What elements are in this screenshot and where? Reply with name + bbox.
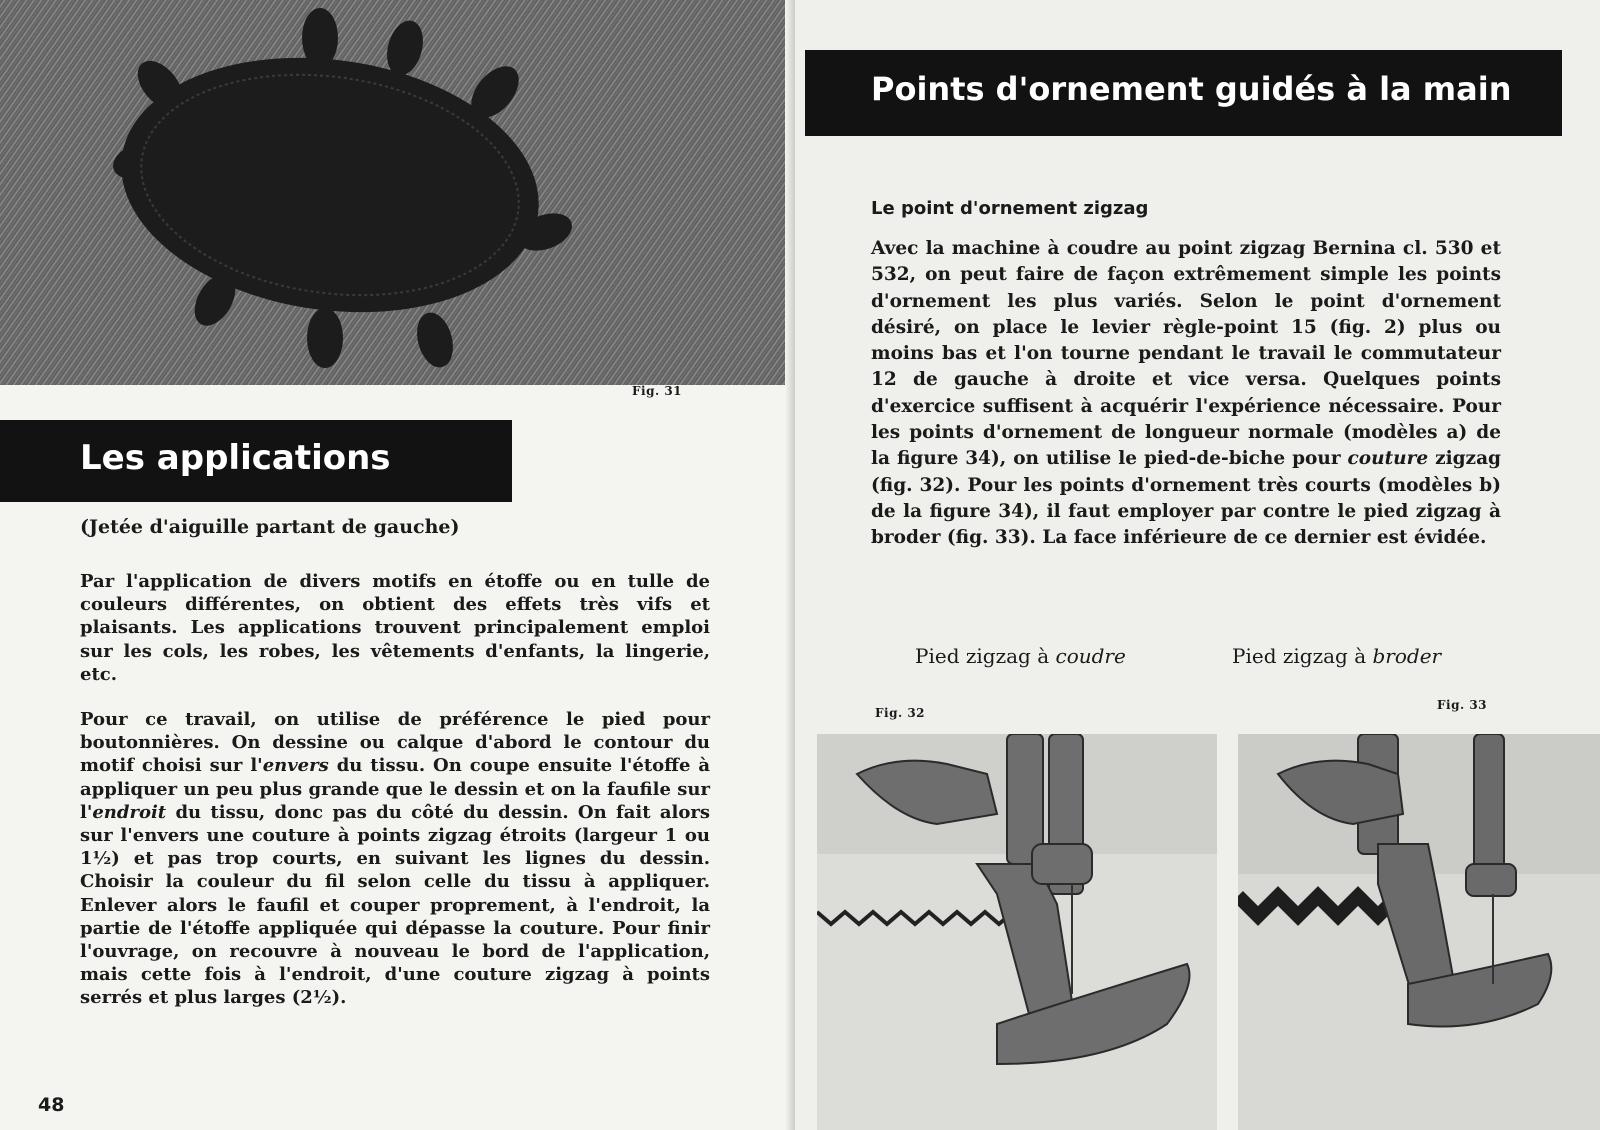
zigzag-embroidery-foot-illustration [1238, 734, 1600, 1130]
fig-33-label: Fig. 33 [1437, 698, 1488, 712]
caption-embroidery-foot [1232, 644, 1441, 668]
embroidery-foot-photo [1238, 734, 1600, 1130]
caption-emphasis: coudre [1055, 644, 1126, 668]
heading-text: Points d'ornement guidés à la main [871, 70, 1512, 108]
paragraph-intro: Par l'application de divers motifs en étoffe ou en tulle de couleurs différentes, on obtient des effets très vifs et plaisants. Les applications trouvent principalement emploi sur les cols, les robes, les vêtements d'enfants, la lingerie, etc. [80, 571, 710, 685]
text-run: Pour ce travail, on utilise de préférence le pied pour boutonnières. On dessine ou calque d'abord le contour du motif choisi sur l' [80, 709, 710, 777]
sewing-foot-photo [817, 734, 1217, 1130]
emphasis-couture: couture [1347, 448, 1429, 470]
zigzag-sewing-foot-illustration [817, 734, 1217, 1130]
fig-32-label: Fig. 32 [875, 706, 926, 720]
text-run: Avec la machine à coudre au point zigzag Bernina cl. 530 et 532, on peut faire de façon extrêmement simple les points d'ornement les plus variés. Selon le point d'ornement désiré, on place le levier règle-point 15 (fig. 2) plus ou moins bas et l'on tourne pendant le travail le commutateur 12 de gauche à droite et vice versa. Quelques points d'exercice suffisent à acquérir l'expérience nécessaire. Pour les points d'ornement de longueur normale (modèles a) de la figure 34), on utilise le pied-de-biche pour [871, 238, 1501, 470]
subtitle-needle-position: (Jetée d'aiguille partant de gauche) [80, 516, 460, 538]
emphasis-endroit: endroit [92, 801, 167, 823]
emphasis-envers: envers [262, 755, 329, 777]
caption-sewing-foot [915, 644, 1126, 668]
text-run: du tissu, donc pas du côté du dessin. On fait alors sur l'envers une couture à points zigzag étroits (largeur 1 ou 1½) et pas trop courts, en suivant les lignes du dessin. Choisir la couleur du fil selon celle du tissu à appliquer. Enlever alors le faufil et couper proprement, à l'endroit, la partie de l'étoffe appliquée qui dépasse la couture. Pour finir l'ouvrage, on recouvre à nouveau le bord de l'application, mais cette fois à l'endroit, d'une couture zigzag à points serrés et plus larges (2½). [80, 801, 710, 1009]
caption-emphasis: broder [1372, 644, 1442, 668]
fig-31-label: Fig. 31 [632, 384, 683, 398]
text-run: du tissu. On coupe ensuite l'étoffe à appliquer un peu plus grande que le dessin et on la faufile sur l' [80, 755, 711, 823]
caption-prefix: Pied zigzag à [915, 644, 1056, 668]
subheading-zigzag: Le point d'ornement zigzag [871, 198, 1149, 219]
section-heading-ornament-stitches [805, 50, 1562, 136]
page-number: 48 [38, 1094, 65, 1116]
applique-photo [0, 0, 785, 385]
text-run: zigzag (fig. 32). Pour les points d'ornement très courts (modèles b) de la figure 34), il faut employer par contre le pied zigzag à broder (fig. 33). La face inférieure de ce dernier est évidée. [871, 448, 1501, 549]
right-page [795, 0, 1600, 1130]
heading-text: Les applications [80, 438, 391, 478]
section-heading-applications [0, 420, 512, 502]
paragraph-instructions [80, 708, 710, 1010]
caption-prefix: Pied zigzag à [1232, 644, 1373, 668]
left-page [0, 0, 795, 1130]
paragraph-zigzag [871, 236, 1501, 552]
applique-motif-illustration [0, 0, 785, 385]
